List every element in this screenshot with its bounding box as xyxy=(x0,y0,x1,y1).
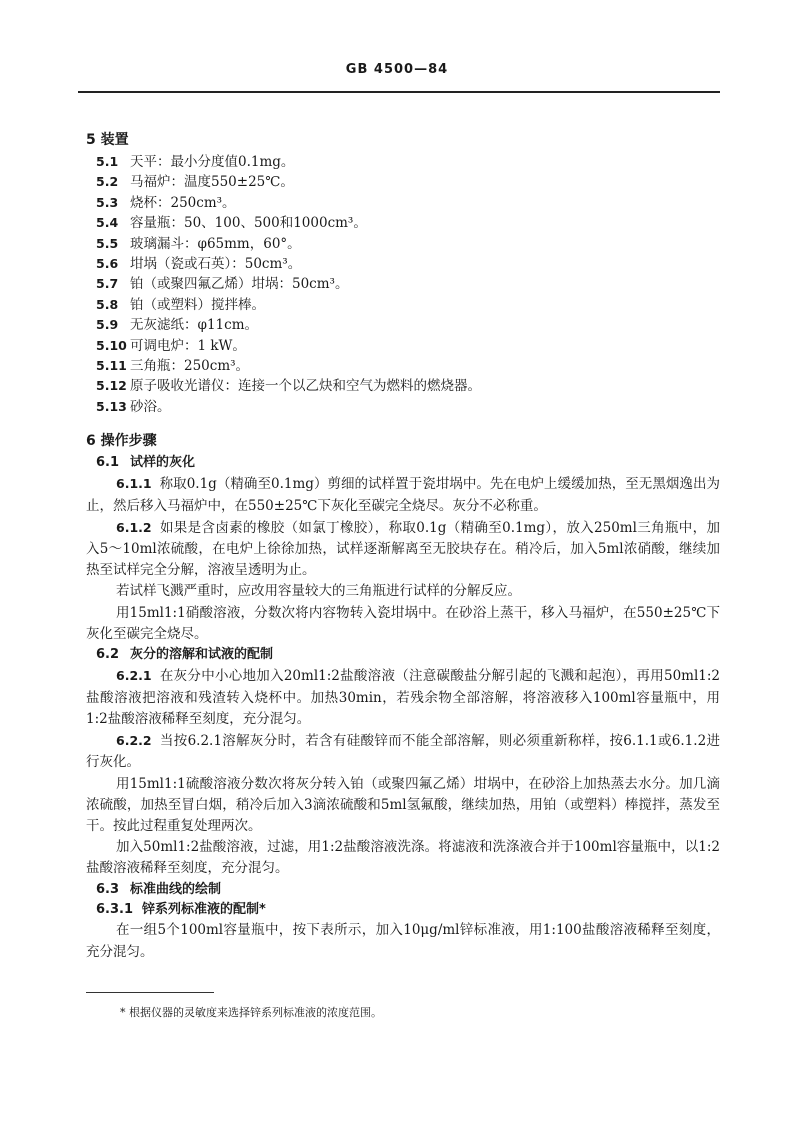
item-5-9: 5.9 无灰滤纸：φ11cm。 xyxy=(96,317,258,334)
subsection-6-3-1-heading: 6.3.1 锌系列标准液的配制* xyxy=(96,901,266,917)
item-5-5: 5.5 玻璃漏斗：φ65mm，60°。 xyxy=(96,235,301,252)
item-5-12: 5.12 原子吸收光谱仪：连接一个以乙炔和空气为燃料的燃烧器。 xyxy=(96,378,481,395)
item-5-6: 5.6 坩埚（瓷或石英）：50cm³。 xyxy=(96,255,302,272)
subsection-6-1-heading: 6.1 试样的灰化 xyxy=(96,455,196,471)
subsection-6-3-heading: 6.3 标准曲线的绘制 xyxy=(96,881,222,897)
paragraph-6-3-1: 在一组5个100ml容量瓶中，按下表所示，加入10μg/ml锌标准液，用1:100盐酸溶液稀释至刻度，充分混匀。 xyxy=(86,922,720,960)
paragraph-6-1-1: 6.1.1 称取0.1g（精确至0.1mg）剪细的试样置于瓷坩埚中。先在电炉上缓缓加热，至无黑烟逸出为止，然后移入马福炉中，在550±25℃下灰化至碳完全烧尽。灰分不必称重。 xyxy=(86,476,720,514)
section-5-items xyxy=(86,152,720,417)
section-5-heading: 5 装置 xyxy=(86,132,129,148)
item-5-13: 5.13 砂浴。 xyxy=(96,398,171,415)
paragraph-6-2-2-hf: 用15ml1:1硫酸溶液分数次将灰分转入铂（或聚四氟乙烯）坩埚中，在砂浴上加热蒸去水分。加几滴浓硫酸，加热至冒白烟，稍冷后加入3滴浓硫酸和5ml氢氟酸，继续加热，用铂（或塑料）棒搅拌，蒸发至干。按此过程重复处理两次。 xyxy=(86,775,720,834)
paragraph-6-1-2-splash: 若试样飞溅严重时，应改用容量较大的三角瓶进行试样的分解反应。 xyxy=(116,583,521,600)
paragraph-6-2-2: 6.2.2 当按6.2.1溶解灰分时，若含有硅酸锌而不能全部溶解，则必须重新称样，按6.1.1或6.1.2进行灰化。 xyxy=(86,733,720,771)
item-5-2: 5.2 马福炉：温度550±25℃。 xyxy=(96,174,294,191)
item-5-1: 5.1 天平：最小分度值0.1mg。 xyxy=(96,154,295,170)
item-5-3: 5.3 烧杯：250cm³。 xyxy=(96,194,236,211)
header-rule xyxy=(78,91,720,93)
paragraph-6-1-2: 6.1.2 如果是含卤素的橡胶（如氯丁橡胶），称取0.1g（精确至0.1mg），放入250ml三角瓶中，加入5～10ml浓硫酸，在电炉上徐徐加热，试样逐渐解离至无胶块存在。稍冷后，加入5ml浓硝酸，继续加热至试样完全分解，溶液呈透明为止。 xyxy=(86,519,720,579)
page-content xyxy=(86,128,720,963)
footnote: * 根据仪器的灵敏度来选择锌系列标准液的浓度范围。 xyxy=(120,1006,382,1019)
paragraph-6-1-2-transfer: 用15ml1:1硝酸溶液，分数次将内容物转入瓷坩埚中。在砂浴上蒸干，移入马福炉，在550±25℃下灰化至碳完全烧尽。 xyxy=(86,604,720,642)
footnote-rule xyxy=(86,992,214,993)
paragraph-6-2-2-filter: 加入50ml1:2盐酸溶液，过滤，用1:2盐酸溶液洗涤。将滤液和洗涤液合并于100ml容量瓶中，以1:2盐酸溶液稀释至刻度，充分混匀。 xyxy=(86,839,720,877)
item-5-10: 5.10 可调电炉：1 kW。 xyxy=(96,337,246,354)
item-5-4: 5.4 容量瓶：50、100、500和1000cm³。 xyxy=(96,215,367,232)
section-gap xyxy=(86,417,720,429)
item-5-11: 5.11 三角瓶：250cm³。 xyxy=(96,357,250,374)
document-header-code: GB 4500—84 xyxy=(345,62,449,77)
subsection-6-2-heading: 6.2 灰分的溶解和试液的配制 xyxy=(96,647,274,663)
item-5-7: 5.7 铂（或聚四氟乙烯）坩埚：50cm³。 xyxy=(96,276,349,293)
item-5-8: 5.8 铂（或塑料）搅拌棒。 xyxy=(96,296,265,313)
section-6-heading: 6 操作步骤 xyxy=(86,433,157,450)
paragraph-6-2-1: 6.2.1 在灰分中小心地加入20ml1:2盐酸溶液（注意碳酸盐分解引起的飞溅和起泡），再用50ml1:2盐酸溶液把溶液和残渣转入烧杯中。加热30min，若残余物全部溶解，将溶液移入100ml容量瓶中，用1:2盐酸溶液稀释至刻度，充分混匀。 xyxy=(86,668,720,727)
